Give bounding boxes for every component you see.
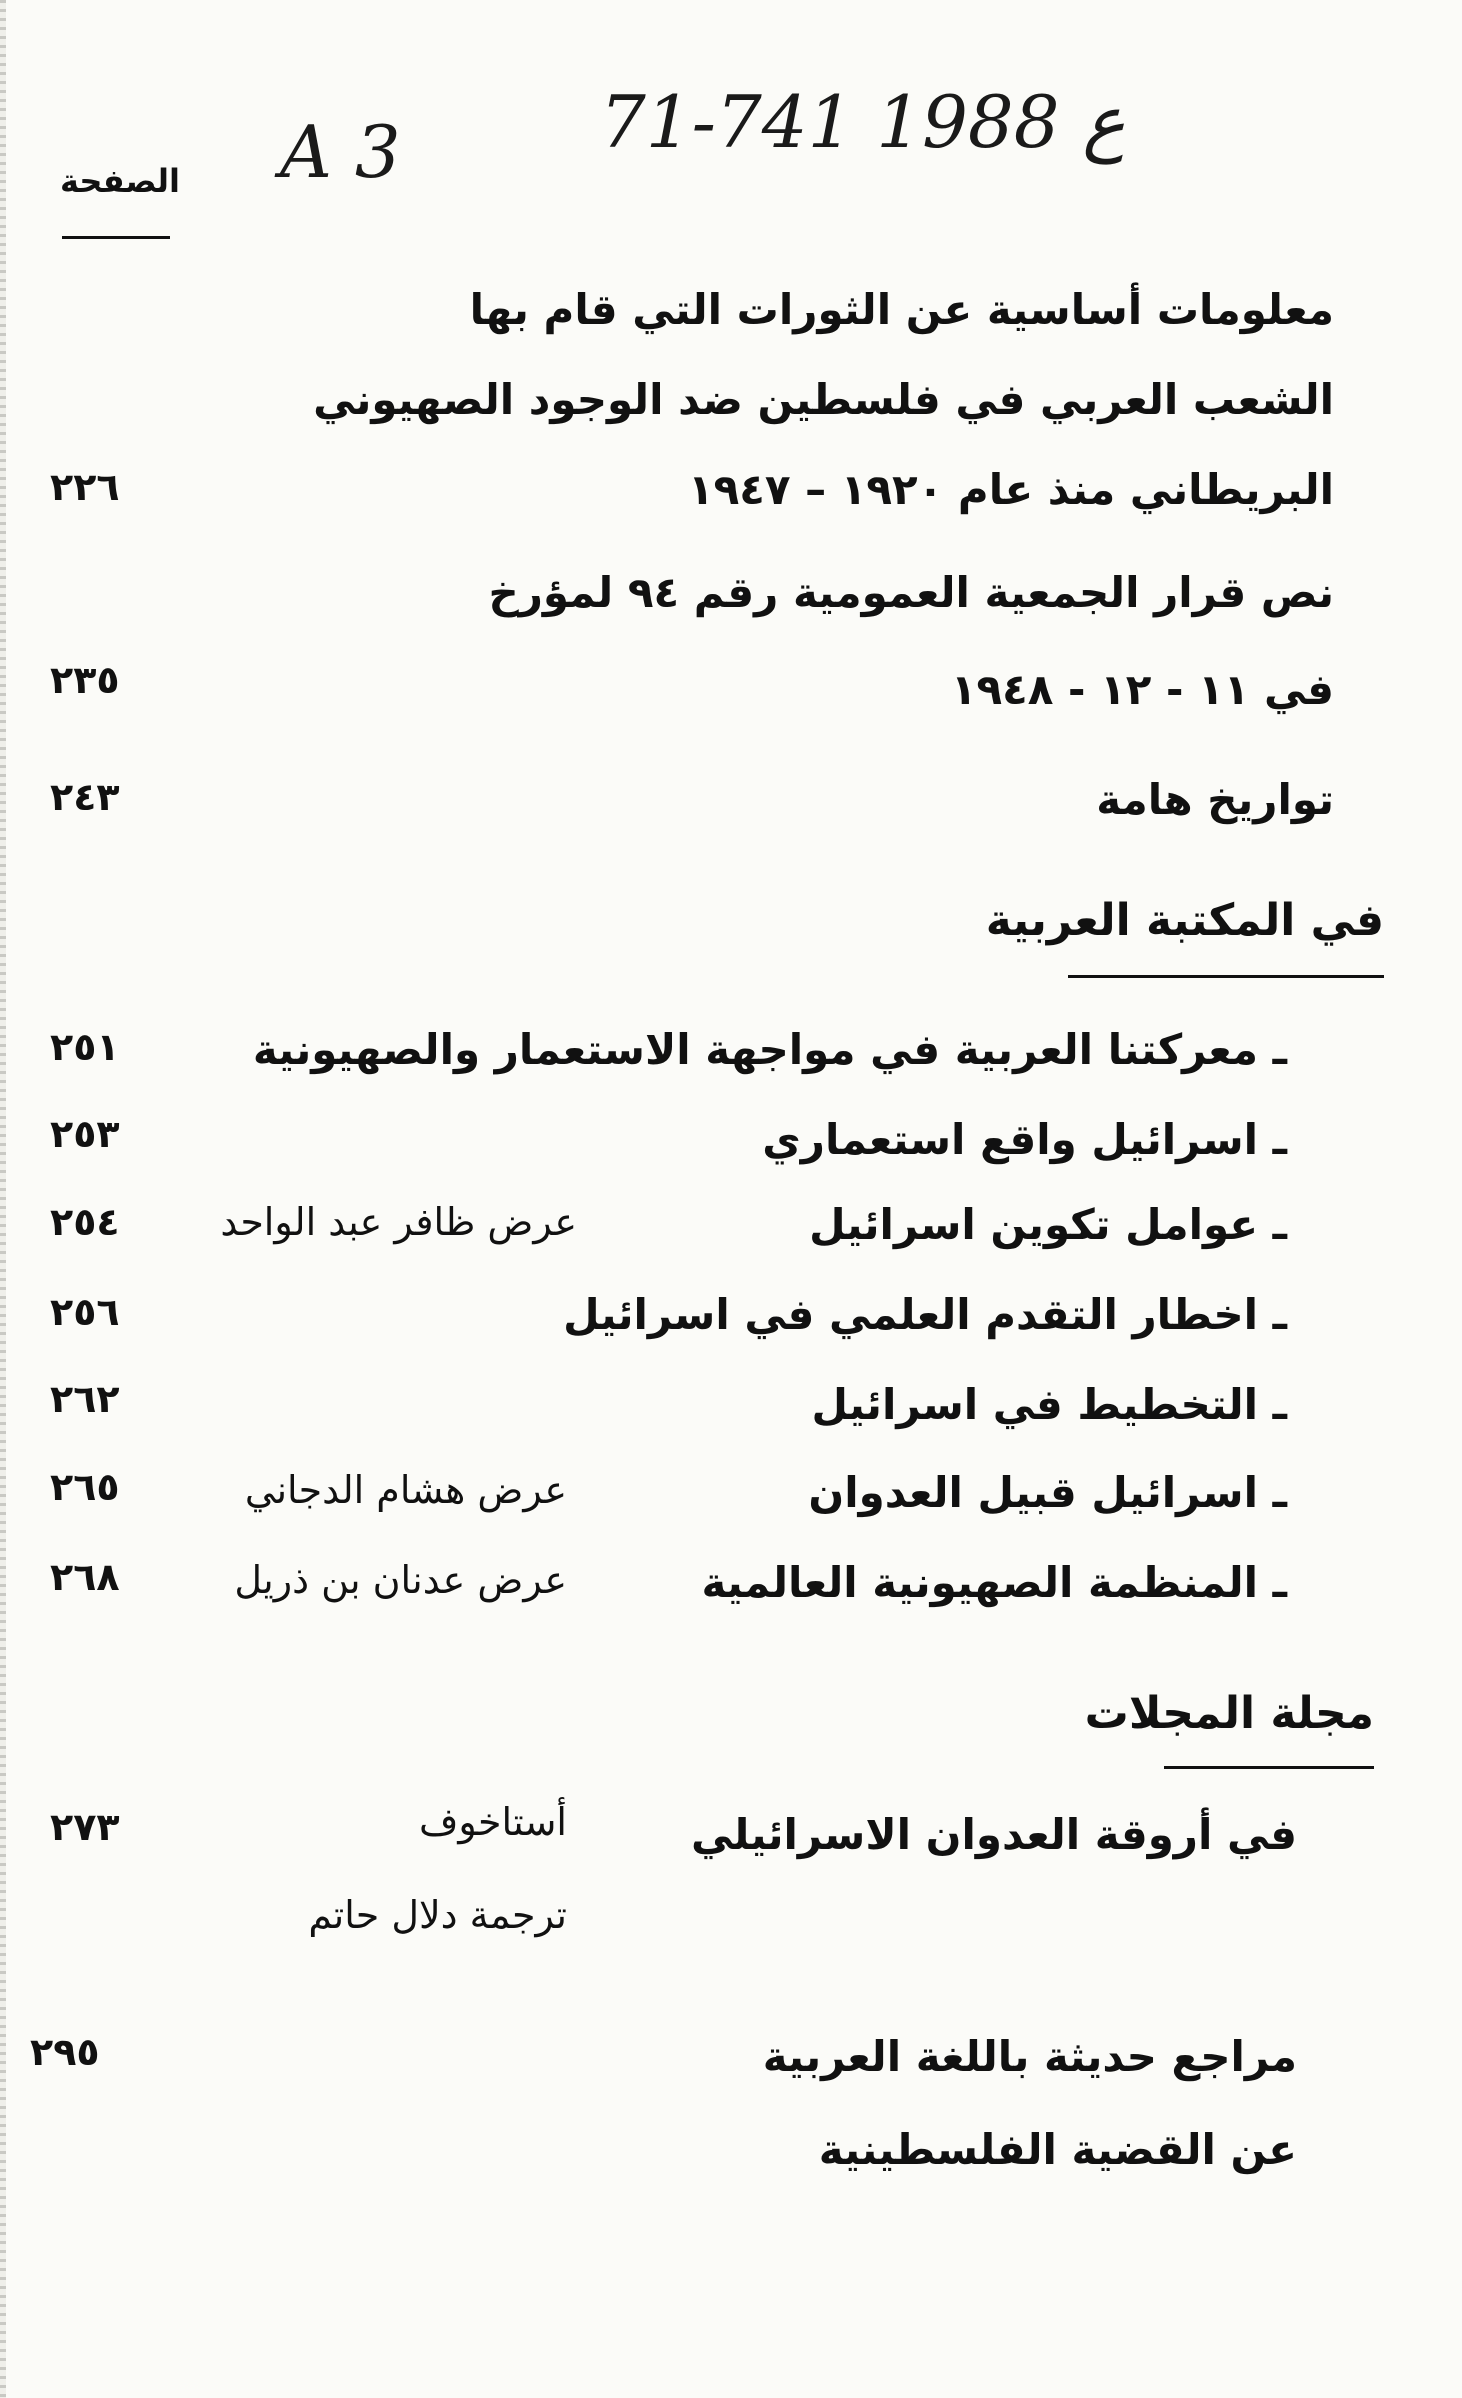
entry-title-line: معلومات أساسية عن الثورات التي قام بها bbox=[469, 285, 1334, 334]
page-number: ٢٤٣ bbox=[50, 775, 120, 819]
journal-item-author: أستاخوف bbox=[419, 1800, 567, 1844]
entry-title-line: في ١١ - ١٢ - ١٩٤٨ bbox=[950, 665, 1334, 714]
references-title-line: مراجع حديثة باللغة العربية bbox=[762, 2032, 1297, 2081]
scan-edge bbox=[0, 0, 6, 2398]
page-number: ٢٢٦ bbox=[50, 465, 120, 509]
section-underline bbox=[1068, 975, 1384, 978]
entry-title-line: البريطاني منذ عام ١٩٢٠ – ١٩٤٧ bbox=[687, 465, 1334, 514]
page-number: ٢٦٨ bbox=[50, 1555, 120, 1599]
library-item-title: ـ اسرائيل قبيل العدوان bbox=[808, 1468, 1287, 1517]
entry-title-line: نص قرار الجمعية العمومية رقم ٩٤ لمؤرخ bbox=[488, 568, 1334, 617]
page-number: ٢٩٥ bbox=[30, 2030, 100, 2074]
handwritten-mark-right: 71-ع 1988 741 bbox=[600, 80, 1126, 164]
section-heading-journals: مجلة المجلات bbox=[1084, 1688, 1374, 1739]
journal-item-title: في أروقة العدوان الاسرائيلي bbox=[690, 1810, 1297, 1859]
header-underline bbox=[62, 236, 170, 239]
page-number: ٢٥١ bbox=[50, 1025, 120, 1069]
library-item-author: عرض عدنان بن ذريل bbox=[234, 1558, 567, 1602]
entry-title-line: الشعب العربي في فلسطين ضد الوجود الصهيوني bbox=[313, 375, 1334, 424]
page-number: ٢٥٣ bbox=[50, 1112, 120, 1156]
page-column-header: الصفحة bbox=[60, 162, 181, 200]
library-item-title: ـ معركتنا العربية في مواجهة الاستعمار والصهيونية bbox=[252, 1025, 1287, 1074]
library-item-title: ـ التخطيط في اسرائيل bbox=[811, 1380, 1287, 1429]
journal-item-translator: ترجمة دلال حاتم bbox=[308, 1893, 567, 1937]
page-number: ٢٦٥ bbox=[50, 1465, 120, 1509]
library-item-author: عرض ظافر عبد الواحد bbox=[220, 1200, 577, 1244]
page-number: ٢٦٢ bbox=[50, 1377, 120, 1421]
page-number: ٢٥٤ bbox=[50, 1200, 120, 1244]
library-item-title: ـ المنظمة الصهيونية العالمية bbox=[701, 1558, 1287, 1607]
section-underline bbox=[1164, 1766, 1374, 1769]
library-item-title: ـ اسرائيل واقع استعماري bbox=[762, 1115, 1287, 1164]
entry-title-line: تواريخ هامة bbox=[1096, 775, 1334, 824]
section-heading-library: في المكتبة العربية bbox=[985, 895, 1384, 946]
page-number: ٢٧٣ bbox=[50, 1805, 120, 1849]
references-title-line: عن القضية الفلسطينية bbox=[818, 2125, 1297, 2174]
handwritten-mark-left: A 3 bbox=[280, 110, 401, 194]
library-item-title: ـ عوامل تكوين اسرائيل bbox=[809, 1200, 1287, 1249]
library-item-author: عرض هشام الدجاني bbox=[244, 1468, 567, 1512]
library-item-title: ـ اخطار التقدم العلمي في اسرائيل bbox=[563, 1290, 1287, 1339]
page-number: ٢٣٥ bbox=[50, 658, 120, 702]
page-number: ٢٥٦ bbox=[50, 1290, 120, 1334]
